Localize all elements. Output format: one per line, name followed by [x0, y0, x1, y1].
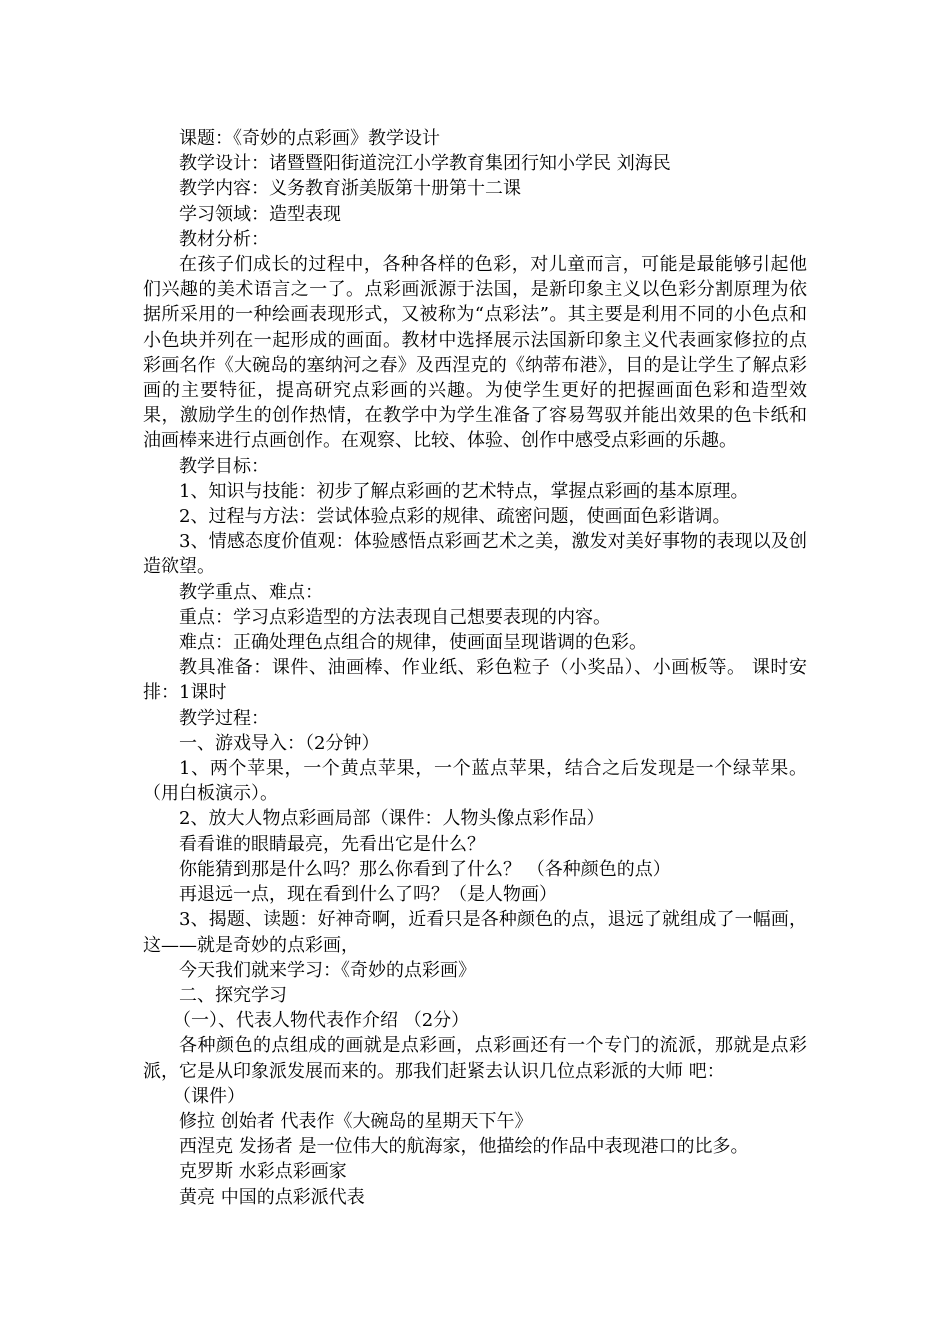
analysis-paragraph: 在孩子们成长的过程中，各种各样的色彩，对儿童而言，可能是最能够引起他们兴趣的美术语言之一了。点彩画派源于法国，是新印象主义以色彩分割原理为依据所采用的一种绘画表现形式，又被称为“点彩法”。其主要是利用不同的小色点和小色块并列在一起形成的画面。教材中选择展示法国新印象主义代表画家修拉的点彩画名作《大碗岛的塞纳河之春》及西涅克的《纳蒂布港》，目的是让学生了解点彩画的主要特征，提高研究点彩画的兴趣。为使学生更好的把握画面色彩和造型效果，激励学生的创作热情，在教学中为学生准备了容易驾驭并能出效果的色卡纸和油画棒来进行点画创作。在观察、比较、体验、创作中感受点彩画的乐趣。 [143, 254, 807, 452]
section1-question-3: 再退远一点，现在看到什么了吗？（是人物画） [179, 884, 557, 906]
section1-question-2: 你能猜到那是什么吗？那么你看到了什么？ （各种颜色的点） [179, 858, 671, 880]
domain-line: 学习领域：造型表现 [179, 203, 341, 225]
analysis-heading: 教材分析： [179, 228, 269, 250]
goal-3: 3、情感态度价值观：体验感悟点彩画艺术之美，激发对美好事物的表现以及创造欲望。 [143, 531, 807, 578]
section2-courseware: （课件） [173, 1085, 245, 1107]
section2-paragraph: 各种颜色的点组成的画就是点彩画，点彩画还有一个专门的流派，那就是点彩派，它是从印象派发展而来的。那我们赶紧去认识几位点彩派的大师 吧： [143, 1035, 807, 1082]
goal-2: 2、过程与方法：尝试体验点彩的规律、疏密问题，使画面色彩谐调。 [179, 506, 731, 528]
designer-line: 教学设计：诸暨暨阳街道浣江小学教育集团行知小学民 刘海民 [179, 153, 671, 175]
artist-signac: 西涅克 发扬者 是一位伟大的航海家，他描绘的作品中表现港口的比多。 [179, 1136, 749, 1158]
section1-today: 今天我们就来学习：《奇妙的点彩画》 [179, 959, 476, 981]
artist-seurat: 修拉 创始者 代表作《大碗岛的星期天下午》 [179, 1110, 533, 1132]
key-heading: 教学重点、难点： [179, 581, 323, 603]
preparation-line: 教具准备：课件、油画棒、作业纸、彩色粒子（小奖品）、小画板等。 课时安排：1课时 [143, 657, 807, 704]
section1-question-1: 看看谁的眼睛最亮，先看出它是什么？ [179, 833, 485, 855]
section2-heading: 二、探究学习 [179, 984, 287, 1006]
section1-heading: 一、游戏导入：（2分钟） [179, 732, 380, 754]
section1-item-3: 3、揭题、读题：好神奇啊，近看只是各种颜色的点，退远了就组成了一幅画，这——就是奇妙的点彩画， [143, 909, 807, 956]
key-point: 重点：学习点彩造型的方法表现自己想要表现的内容。 [179, 606, 611, 628]
artist-cross: 克罗斯 水彩点彩画家 [179, 1161, 347, 1183]
goals-heading: 教学目标： [179, 455, 269, 477]
section1-item-1: 1、两个苹果，一个黄点苹果，一个蓝点苹果，结合之后发现是一个绿苹果。（用白板演示）。 [143, 758, 807, 805]
artist-huangliang: 黄亮 中国的点彩派代表 [179, 1186, 365, 1208]
difficult-point: 难点：正确处理色点组合的规律，使画面呈现谐调的色彩。 [179, 632, 647, 654]
document-page [143, 126, 807, 1210]
goal-1: 1、知识与技能：初步了解点彩画的艺术特点，掌握点彩画的基本原理。 [179, 480, 749, 502]
section2-subheading: （一）、代表人物代表作介绍 （2分） [173, 1010, 470, 1032]
lesson-title: 课题：《奇妙的点彩画》教学设计 [179, 128, 440, 149]
content-line: 教学内容：义务教育浙美版第十册第十二课 [179, 178, 521, 200]
section1-item-2: 2、放大人物点彩画局部（课件：人物头像点彩作品） [179, 808, 605, 830]
process-heading: 教学过程： [179, 707, 269, 729]
